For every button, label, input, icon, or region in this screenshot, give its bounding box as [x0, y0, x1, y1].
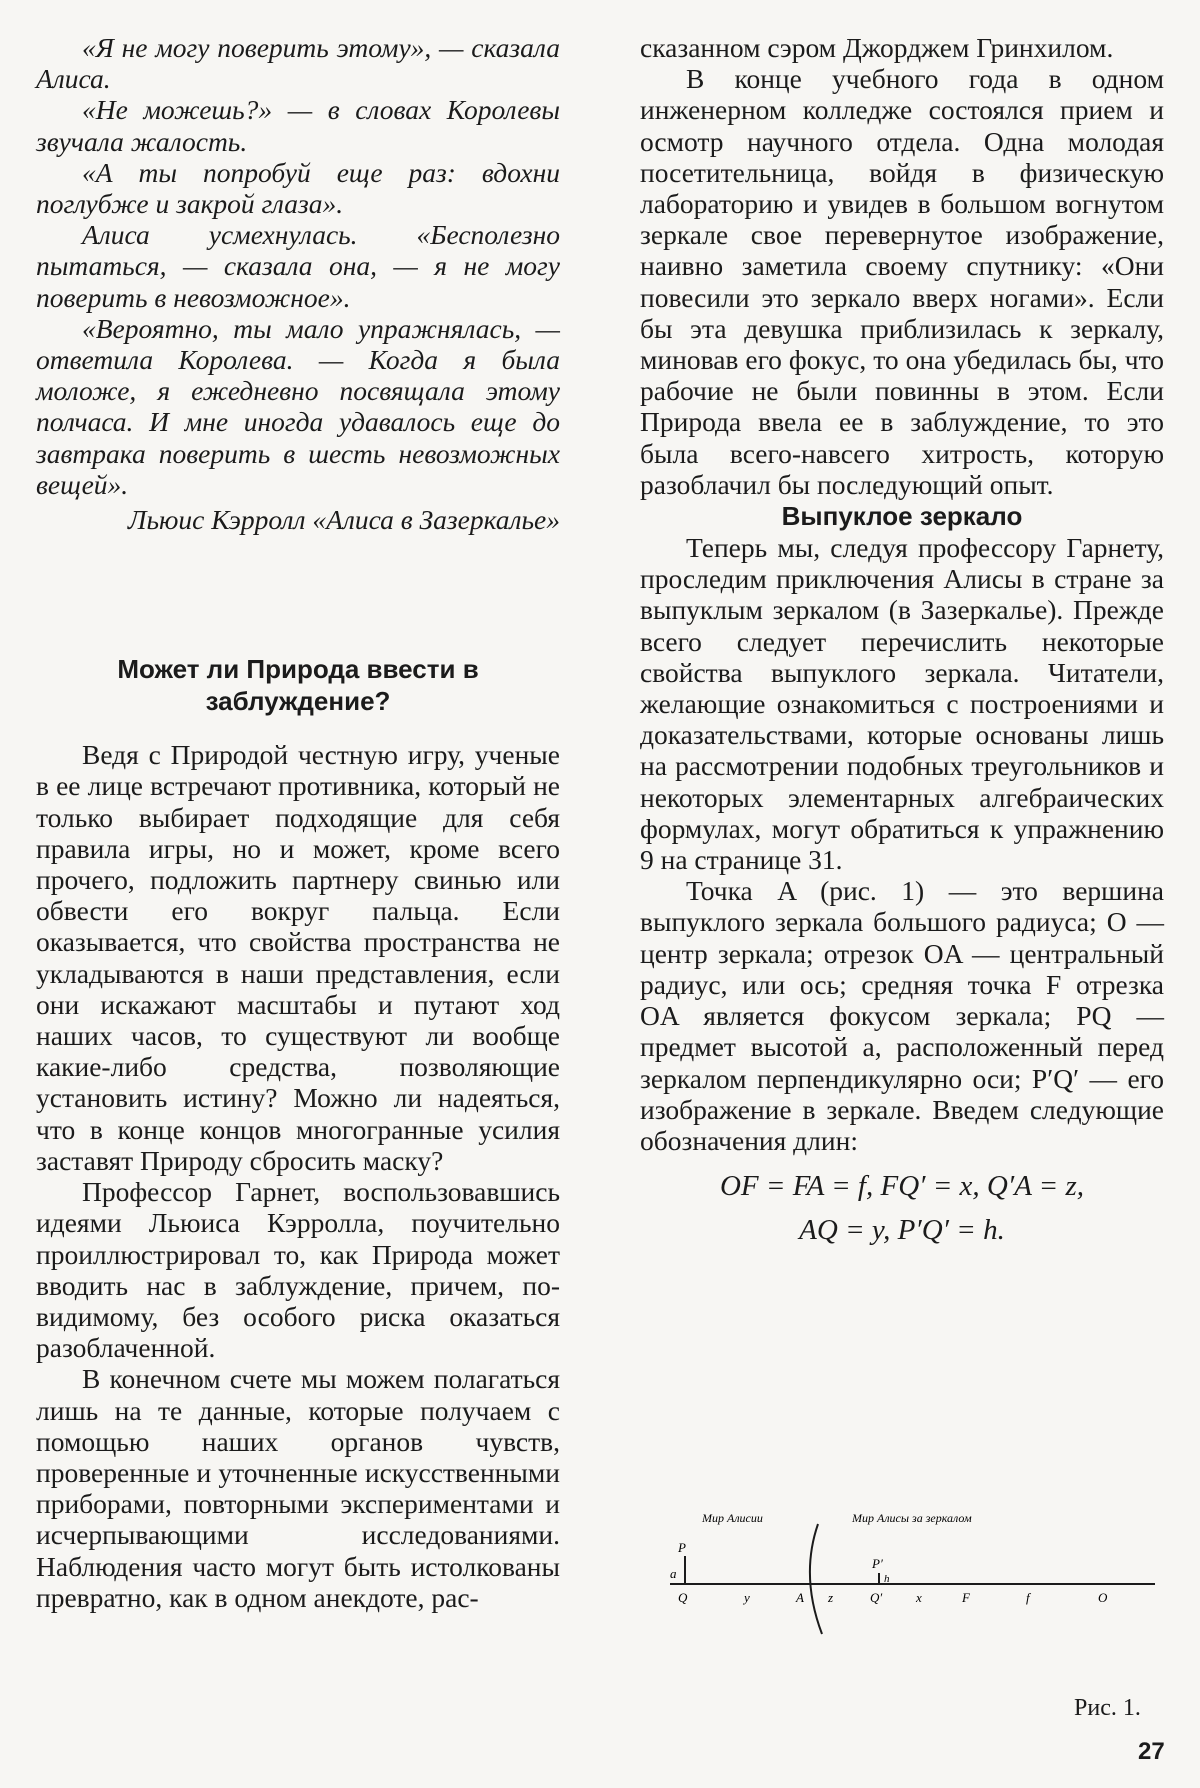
formula-line: OF = FA = f, FQ′ = x, Q′A = z,	[719, 1170, 1085, 1203]
continued-paragraph: сказанном сэром Джорджем Гринхилом.	[640, 32, 1114, 63]
label-a: a	[670, 1566, 677, 1581]
page-number: 27	[1138, 1738, 1165, 1765]
label-y: y	[744, 1590, 750, 1605]
epigraph-line: Алиса усмехнулась. «Бесполезно пытаться, — сказала она, — я не могу поверить в невозможное».	[36, 219, 560, 313]
epigraph-line: «А ты попробуй еще раз: вдохни поглубже и закрой глаза».	[36, 156, 560, 220]
point-q: Q	[678, 1590, 688, 1605]
label-alice-world: Мир Алисии	[702, 1511, 763, 1525]
body-paragraph: В конце учебного года в одном инженерном колледже состоялся прием и осмотр научного отдела. Одна молодая посетительница, войдя в физическую лабораторию и увидев в большом вогнутом зеркале свое перевернутое изображение, наивно заметила своему спутнику: «Они повесили это зеркало вверх ногами». Если бы эта девушка приблизилась к зеркалу, миновав его фокус, то она убедилась бы, что рабочие не были повинны в этом. Если Природа ввела ее в заблуждение, то это была всего-навсего хитрость, которую разоблачил бы последующий опыт.	[640, 63, 1164, 500]
label-f: f	[1026, 1590, 1030, 1605]
left-column	[36, 32, 560, 1613]
right-column	[640, 32, 1164, 1252]
epigraph-line: «Вероятно, ты мало упражнялась, — ответила Королева. — Когда я была моложе, я ежедневно посвящала этому полчаса. И мне иногда удавалось еще до завтрака поверить в шесть невозможных вещей».	[36, 312, 560, 500]
epigraph	[36, 32, 560, 500]
convex-mirror	[810, 1524, 822, 1634]
formula-line: AQ = y, P′Q′ = h.	[799, 1214, 1005, 1247]
body-paragraph: В конечном счете мы можем полагаться лишь на те данные, которые получаем с помощью наших органов чувств, проверенные и уточненные искусственными приборами, повторными экспериментами и исчерпывающими исследованиями. Наблюдения часто могут быть истолкованы превратно, как в одном анекдоте, рас-	[36, 1363, 560, 1613]
label-x: x	[916, 1590, 922, 1605]
point-q-prime: Q′	[870, 1590, 883, 1605]
point-f: F	[962, 1590, 970, 1605]
point-o: O	[1098, 1590, 1108, 1605]
epigraph-attribution: Льюис Кэрролл «Алиса в Зазеркалье»	[127, 504, 560, 536]
body-paragraph: Ведя с Природой честную игру, ученые в ее лице встречают противника, который не только выбирает подходящие для себя правила игры, но и может, кроме всего прочего, подложить партнеру свинью или обвести его вокруг пальца. Если оказывается, что свойства пространства не укладываются в наши представления, если они искажают масштабы и путают ход наших часов, то существуют ли вообще какие-либо средства, позволяющие установить истину? Можно ли надеяться, что в конце концов многогранные усилия заставят Природу сбросить маску?	[36, 739, 560, 1176]
point-p: P	[678, 1540, 686, 1555]
epigraph-line: «Я не могу поверить этому», — сказала Алиса.	[36, 32, 560, 95]
body-paragraph: Точка A (рис. 1) — это вершина выпуклого зеркала большого радиуса; O — центр зеркала; отрезок OA — центральный радиус, или ось; средняя точка F отрезка OA является фокусом зеркала; PQ — предмет высотой a, расположенный перед зеркалом перпендикулярно оси; P′Q′ — его изображение в зеркале. Введем следующие обозначения длин:	[640, 875, 1164, 1156]
label-z: z	[828, 1590, 834, 1605]
section-title: Может ли Природа ввести в заблуждение?	[117, 654, 479, 717]
body-paragraph: Профессор Гарнет, воспользовавшись идеями Льюиса Кэрролла, поучительно проиллюстрировал то, как Природа может вводить нас в заблуждение, причем, по-видимому, без особого риска оказаться разоблаченной.	[36, 1176, 560, 1364]
point-p-prime: P′	[872, 1556, 883, 1571]
point-a: A	[796, 1590, 804, 1605]
label-looking-glass-world: Мир Алисы за зеркалом	[852, 1511, 972, 1525]
body-paragraph: Теперь мы, следуя профессору Гарнету, проследим приключения Алисы в стране за выпуклым зеркалом (в Зазеркалье). Прежде всего следует перечислить некоторые свойства выпуклого зеркала. Читатели, желающие ознакомиться с построениями и доказательствами, которые основаны лишь на рассмотрении подобных треугольников и некоторых элементарных алгебраических формулах, могут обратиться к упражнению 9 на странице 31.	[640, 532, 1164, 876]
convex-mirror-figure	[660, 1506, 1160, 1636]
epigraph-line: «Не можешь?» — в словах Королевы звучала жалость.	[36, 94, 560, 157]
label-h: h	[884, 1573, 890, 1585]
section-title: Выпуклое зеркало	[781, 501, 1023, 532]
figure-caption: Рис. 1.	[1074, 1695, 1141, 1721]
formula	[640, 1164, 1164, 1252]
